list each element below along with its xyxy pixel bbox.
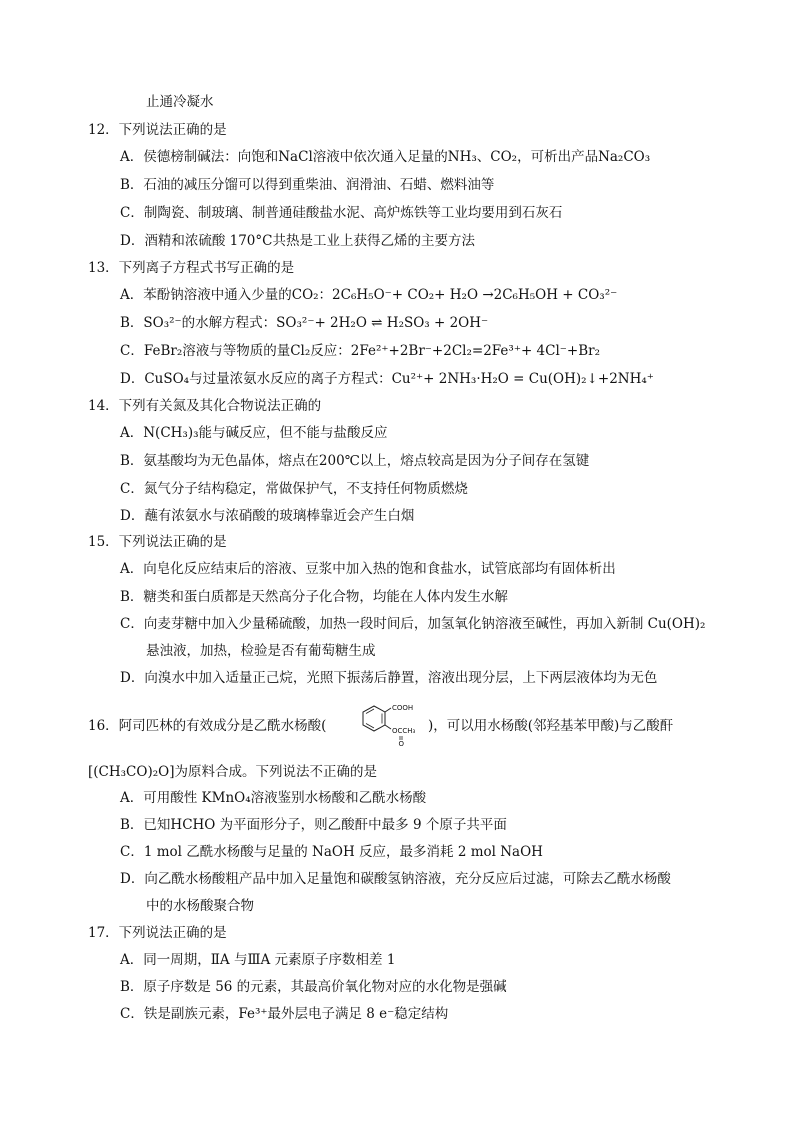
option-17b: B．原子序数是 56 的元素，其最高价氧化物对应的水化物是强碱 — [120, 979, 507, 995]
option-15b: B．糖类和蛋白质都是天然高分子化合物，均能在人体内发生水解 — [120, 589, 508, 605]
benzene-ring-diagram — [352, 700, 428, 746]
question-12: 12．下列说法正确的是 — [88, 122, 227, 138]
cooh-label: COOH — [392, 704, 414, 712]
option-15c-line1: C．向麦芽糖中加入少量稀硫酸，加热一段时间后，加氢氧化钠溶液至碱性，再加入新制 Cu(OH)₂ — [120, 616, 706, 632]
option-13b: B．SO₃²⁻的水解方程式：SO₃²⁻+ 2H₂O ⇌ H₂SO₃ + 2OH⁻ — [120, 315, 489, 331]
question-13: 13．下列离子方程式书写正确的是 — [88, 260, 295, 276]
question-15: 15．下列说法正确的是 — [88, 534, 227, 550]
option-14c: C．氮气分子结构稳定，常做保护气，不支持任何物质燃烧 — [120, 481, 468, 497]
option-13d: D．CuSO₄与过量浓氨水反应的离子方程式：Cu²⁺+ 2NH₃·H₂O = Cu(OH)₂↓+2NH₄⁺ — [120, 371, 654, 387]
option-12b: B．石油的减压分馏可以得到重柴油、润滑油、石蜡、燃料油等 — [120, 177, 495, 193]
option-16b: B．已知HCHO 为平面形分子，则乙酸酐中最多 9 个原子共平面 — [120, 817, 507, 833]
acetylsalicylic-acid-structure — [352, 700, 428, 746]
option-15a: A．向皂化反应结束后的溶液、豆浆中加入热的饱和食盐水，试管底部均有固体析出 — [120, 561, 616, 577]
carbonyl-o-label: O — [398, 740, 405, 746]
question-14: 14．下列有关氮及其化合物说法正确的 — [88, 398, 322, 414]
option-17c: C．铁是副族元素，Fe³⁺最外层电子满足 8 e⁻稳定结构 — [120, 1006, 449, 1022]
option-12d: D．酒精和浓硫酸 170°C共热是工业上获得乙烯的主要方法 — [120, 233, 475, 249]
option-12c: C．制陶瓷、制玻璃、制普通硅酸盐水泥、高炉炼铁等工业均要用到石灰石 — [120, 205, 563, 221]
option-17a: A．同一周期，ⅡA 与ⅢA 元素原子序数相差 1 — [120, 952, 396, 968]
continued-text: 止通冷凝水 — [146, 94, 214, 110]
option-16d-line2: 中的水杨酸聚合物 — [146, 898, 254, 914]
option-14a: A．N(CH₃)₃能与碱反应，但不能与盐酸反应 — [120, 425, 388, 441]
question-16-line2: [(CH₃CO)₂O]为原料合成。下列说法不正确的是 — [88, 764, 377, 780]
option-15c-line2: 悬浊液，加热，检验是否有葡萄糖生成 — [146, 643, 376, 659]
option-14d: D．蘸有浓氨水与浓硝酸的玻璃棒靠近会产生白烟 — [120, 508, 415, 524]
option-14b: B．氨基酸均为无色晶体，熔点在200℃以上，熔点较高是因为分子间存在氢键 — [120, 453, 590, 469]
option-16a: A．可用酸性 KMnO₄溶液鉴别水杨酸和乙酰水杨酸 — [120, 790, 427, 806]
question-16-part2: )，可以用水杨酸(邻羟基苯甲酸)与乙酸酐 — [428, 718, 674, 734]
option-16d-line1: D．向乙酰水杨酸粗产品中加入足量饱和碳酸氢钠溶液，充分反应后过滤，可除去乙酰水杨酸 — [120, 871, 671, 887]
question-16-part1: 16．阿司匹林的有效成分是乙酰水杨酸( — [88, 718, 327, 734]
occh3-label: OCCH₃ — [392, 727, 416, 735]
option-13c: C．FeBr₂溶液与等物质的量Cl₂反应：2Fe²⁺+2Br⁻+2Cl₂=2Fe³⁺+ 4Cl⁻+Br₂ — [120, 343, 601, 359]
option-15d: D．向溴水中加入适量正己烷，光照下振荡后静置，溶液出现分层，上下两层液体均为无色 — [120, 670, 658, 686]
question-17: 17．下列说法正确的是 — [88, 925, 227, 941]
option-12a: A．侯德榜制碱法：向饱和NaCl溶液中依次通入足量的NH₃、CO₂，可析出产品Na₂CO₃ — [120, 149, 651, 165]
option-16c: C．1 mol 乙酰水杨酸与足量的 NaOH 反应，最多消耗 2 mol NaOH — [120, 844, 543, 860]
option-13a: A．苯酚钠溶液中通入少量的CO₂：2C₆H₅O⁻+ CO₂+ H₂O →2C₆H₅OH + CO₃²⁻ — [120, 287, 618, 303]
